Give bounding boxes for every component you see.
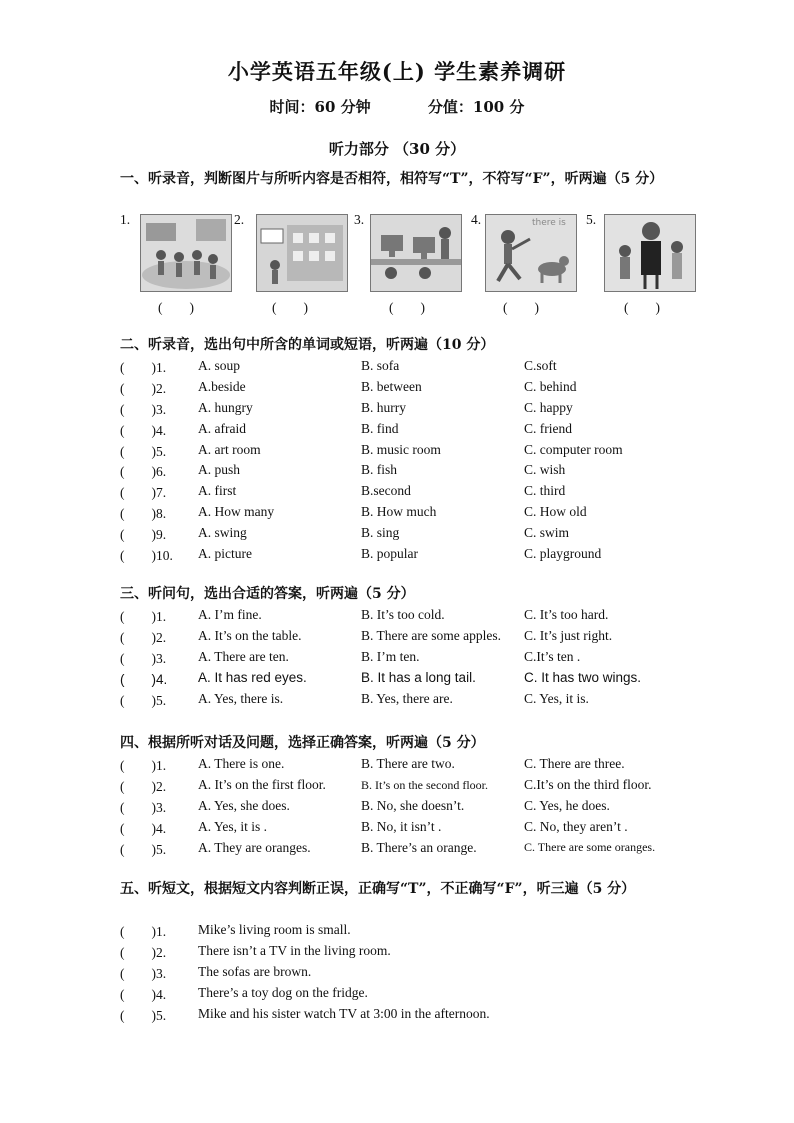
option-b: B. Yes, there are.	[361, 690, 453, 706]
picture-children-running	[140, 214, 232, 292]
option-c: C.It’s ten .	[524, 648, 581, 664]
option-a: A. It’s on the table.	[198, 628, 302, 644]
option-c: C.soft	[524, 358, 557, 374]
option-b: B. between	[361, 379, 422, 395]
option-b: B. sofa	[361, 358, 400, 374]
question-row	[120, 647, 680, 668]
question-row	[120, 667, 680, 688]
question-row	[120, 982, 680, 1003]
option-b: B. sing	[361, 524, 400, 540]
picture-row	[120, 212, 700, 292]
question-number[interactable]: ( )3.	[120, 401, 167, 417]
option-a: A. first	[198, 483, 237, 499]
question-row	[120, 418, 680, 439]
question-row	[120, 522, 680, 543]
question-number[interactable]: ( )7.	[120, 485, 167, 501]
section4-questions	[120, 754, 680, 858]
picture-computer-room	[370, 214, 462, 292]
section2-heading: 二、听录音，选出句中所含的单词或短语，听两遍（10 分）	[120, 337, 495, 353]
question-number[interactable]: ( )4.	[120, 986, 167, 1002]
question-number[interactable]: ( )5.	[120, 443, 167, 459]
section5-heading: 五、听短文，根据短文内容判断正误，正确写“T”，不正确写“F”，听三遍（5 分）	[120, 881, 636, 897]
option-b: B. No, it isn’t .	[361, 818, 442, 834]
option-c: C. friend	[524, 420, 572, 436]
question-number[interactable]: ( )2.	[120, 945, 167, 961]
option-c: C.It’s on the third floor.	[524, 777, 652, 793]
option-c: C. wish	[524, 462, 566, 478]
exam-info	[0, 96, 794, 117]
answer-blank-1[interactable]: ( )	[158, 300, 194, 315]
option-a: A. push	[198, 462, 241, 478]
option-c: C. Yes, he does.	[524, 797, 610, 813]
question-number[interactable]: ( )2.	[120, 381, 167, 397]
option-b: B. It’s too cold.	[361, 607, 445, 623]
question-row	[120, 754, 680, 775]
question-row	[120, 626, 680, 647]
option-b: B. There are some apples.	[361, 628, 501, 644]
option-c: C. happy	[524, 399, 573, 415]
option-c: C. Yes, it is.	[524, 690, 589, 706]
question-number[interactable]: ( )5.	[120, 841, 167, 857]
option-a: A. hungry	[198, 399, 253, 415]
section5-questions	[120, 920, 680, 1024]
question-number[interactable]: ( )2.	[120, 630, 167, 646]
option-b: B. It has a long tail.	[361, 670, 476, 686]
section4-heading: 四、根据所听对话及问题，选择正确答案，听两遍（5 分）	[120, 735, 485, 751]
section2-questions	[120, 356, 680, 564]
question-number[interactable]: ( )3.	[120, 965, 167, 981]
option-c: C. There are three.	[524, 756, 625, 772]
answer-blank-3[interactable]: ( )	[389, 300, 425, 315]
option-a: A. Yes, there is.	[198, 690, 284, 706]
question-row	[120, 605, 680, 626]
pic-number-4: 4.	[471, 212, 482, 227]
question-number[interactable]: ( )1.	[120, 360, 167, 376]
option-a: A. soup	[198, 358, 241, 374]
option-b: B. There’s an orange.	[361, 839, 477, 855]
option-c: C. computer room	[524, 441, 623, 457]
option-c: C. behind	[524, 379, 577, 395]
part-heading: 听力部分 （30 分）	[328, 140, 466, 158]
section3-questions	[120, 605, 680, 709]
question-number[interactable]: ( )5.	[120, 1007, 167, 1023]
question-row	[120, 941, 680, 962]
picture-building-sign	[256, 214, 348, 292]
option-a: A. swing	[198, 524, 247, 540]
option-a: A. Yes, it is .	[198, 818, 268, 834]
option-a: A. art room	[198, 441, 261, 457]
option-b: B.second	[361, 483, 411, 499]
section1-heading: 一、听录音，判断图片与所听内容是否相符，相符写“T”，不符写“F”，听两遍（5 分）	[120, 171, 664, 187]
option-c: C. It has two wings.	[524, 670, 642, 686]
question-number[interactable]: ( )1.	[120, 609, 167, 625]
option-b: B. I’m ten.	[361, 648, 420, 664]
question-row	[120, 816, 680, 837]
question-number[interactable]: ( )1.	[120, 924, 167, 940]
option-a: A. How many	[198, 503, 275, 519]
question-number[interactable]: ( )6.	[120, 464, 167, 480]
question-row	[120, 460, 680, 481]
option-b: B. How much	[361, 503, 437, 519]
question-number[interactable]: ( )3.	[120, 799, 167, 815]
pic-number-5: 5.	[586, 212, 597, 227]
time-limit: 时间：60 分钟	[269, 98, 371, 116]
option-a: A.beside	[198, 379, 246, 395]
question-row	[120, 775, 680, 796]
option-c: C. It’s too hard.	[524, 607, 609, 623]
question-number[interactable]: ( )8.	[120, 505, 167, 521]
question-number[interactable]: ( )3.	[120, 650, 167, 666]
option-c: C. third	[524, 483, 566, 499]
option-b: B. find	[361, 420, 399, 436]
question-row	[120, 1003, 680, 1024]
option-c: C. swim	[524, 524, 570, 540]
option-a: A. I’m fine.	[198, 607, 262, 623]
statement: Mike and his sister watch TV at 3:00 in the afternoon.	[198, 1005, 490, 1021]
option-b: B. fish	[361, 462, 398, 478]
question-row	[120, 439, 680, 460]
pic-number-1: 1.	[120, 212, 131, 227]
answer-blank-4[interactable]: ( )	[503, 300, 539, 315]
page-title: 小学英语五年级(上) 学生素养调研	[227, 59, 567, 84]
section3-heading: 三、听问句，选出合适的答案，听两遍（5 分）	[120, 586, 415, 602]
answer-blank-2[interactable]: ( )	[272, 300, 308, 315]
total-score: 分值：100 分	[427, 98, 525, 116]
option-a: A. Yes, she does.	[198, 797, 290, 813]
question-number[interactable]: ( )4.	[120, 820, 167, 836]
question-row	[120, 962, 680, 983]
option-b: B. There are two.	[361, 756, 455, 772]
answer-blank-5[interactable]: ( )	[624, 300, 660, 315]
option-a: A. They are oranges.	[198, 839, 311, 855]
question-number[interactable]: ( )2.	[120, 779, 167, 795]
statement: There’s a toy dog on the fridge.	[198, 984, 368, 1000]
option-c: C. playground	[524, 545, 602, 561]
statement: There isn’t a TV in the living room.	[198, 943, 391, 959]
option-c: C. No, they aren’t .	[524, 818, 628, 834]
option-b: B. No, she doesn’t.	[361, 797, 465, 813]
statement: Mike’s living room is small.	[198, 922, 351, 938]
option-c: C. There are some oranges.	[524, 840, 656, 855]
question-number[interactable]: ( )4.	[120, 422, 167, 438]
question-row	[120, 920, 680, 941]
option-b: B. popular	[361, 545, 418, 561]
pic-number-3: 3.	[354, 212, 365, 227]
option-a: A. There is one.	[198, 756, 285, 772]
option-a: A. picture	[198, 545, 252, 561]
option-a: A. afraid	[198, 420, 246, 436]
question-row	[120, 837, 680, 858]
svg-text:there is: there is	[532, 218, 566, 228]
question-row	[120, 481, 680, 502]
question-number[interactable]: ( )1.	[120, 758, 167, 774]
statement: The sofas are brown.	[198, 963, 312, 979]
question-row	[120, 543, 680, 564]
option-a: A. There are ten.	[198, 648, 289, 664]
question-number[interactable]: ( )9.	[120, 526, 167, 542]
question-row	[120, 398, 680, 419]
pic-number-2: 2.	[234, 212, 245, 227]
question-number[interactable]: ( )4.	[120, 671, 168, 687]
question-row	[120, 688, 680, 709]
question-row	[120, 356, 680, 377]
option-c: C. It’s just right.	[524, 628, 613, 644]
option-b: B. music room	[361, 441, 441, 457]
option-b: B. It’s on the second floor.	[361, 777, 488, 792]
picture-family	[604, 214, 696, 292]
picture-boy-and-dog	[485, 214, 577, 292]
option-b: B. hurry	[361, 399, 406, 415]
option-c: C. How old	[524, 503, 587, 519]
option-a: A. It has red eyes.	[198, 670, 307, 686]
question-number[interactable]: ( )10.	[120, 547, 173, 563]
question-number[interactable]: ( )5.	[120, 692, 167, 708]
option-a: A. It’s on the first floor.	[198, 777, 326, 793]
question-row	[120, 796, 680, 817]
question-row	[120, 502, 680, 523]
question-row	[120, 377, 680, 398]
